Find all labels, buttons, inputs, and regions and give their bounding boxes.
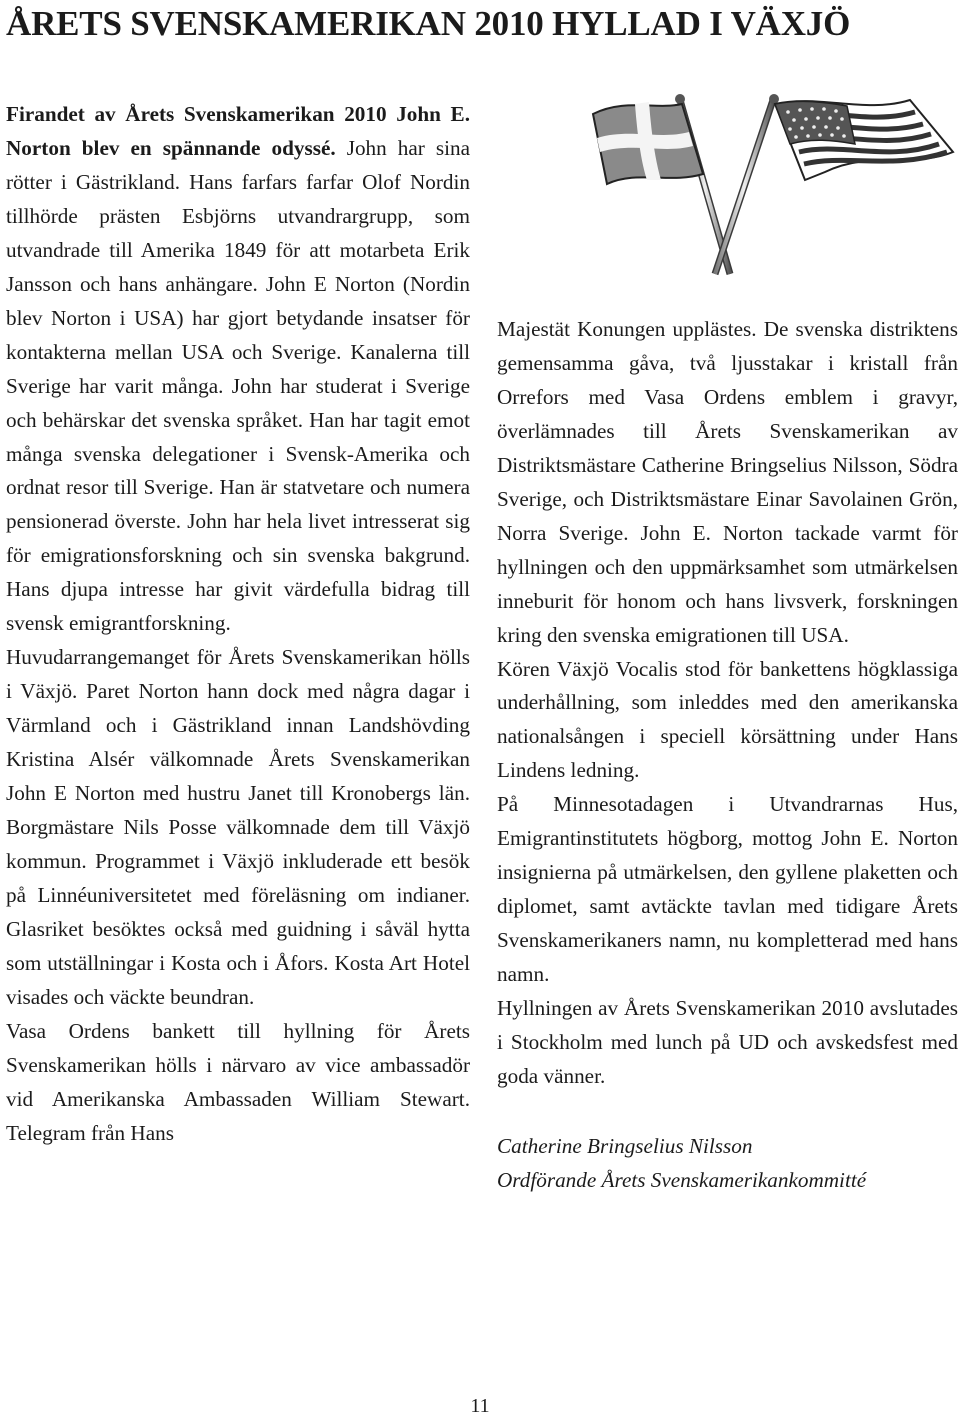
intro-lead-rest: John har sina rötter i Gästrikland. Hans farfars farfar Olof Nordin tillhörde prästen Esbjörns utvandrargrupp, som utvandrade till Amerika 1849 för att motarbeta Erik Jansson och hans anhängare. John E Norton (Nordin blev Norton i USA) har gjort betydande insatser för kontakterna mellan USA och Sverige. Kanalerna till Sverige har varit många. John har studerat i Sverige och behärskar det svenska språket. Han har tagit emot många svenska delegationer i Svensk-Amerika och ordnat resor till Sverige. Han är statvetare och numera pensionerad överste. John har hela livet intresserat sig för emigrationsforskning och sin svenska bakgrund. Hans djupa intresse har givit värdefulla bidrag till svensk emigrantforskning. <box>6 135 470 636</box>
body-paragraph-2: Huvudarrangemanget för Årets Svenskamerikan hölls i Växjö. Paret Norton hann dock med några dagar i Värmland och i Gästrikland innan Landshövding Kristina Alsér välkomnade Årets Svenskamerikan John E Norton med hustru Janet till Kronobergs län. Borgmästare Nils Posse välkomnade dem till Växjö kommun. Programmet i Växjö inkluderade ett besök på Linnéuniversitetet med föreläsning om indianer. Glasriket besöktes också med guidning i såväl hytta som utställningar i Kosta och i Åfors. Kosta Art Hotel visades och väckte beundran. <box>6 645 470 1009</box>
page-number: 11 <box>470 1395 490 1417</box>
us-flag-icon <box>775 100 953 180</box>
body-paragraph-5: Kören Växjö Vocalis stod för bankettens högklassiga underhållning, som inleddes med den amerikanska nationalsången i speciell körsättning under Hans Lindens ledning. <box>497 656 958 783</box>
body-paragraph-6: På Minnesotadagen i Utvandrarnas Hus, Emigrantinstitutets högborg, mottog John E. Norton insignierna på utmärkelsen, den gyllene plaketten och diplomet, samt avtäckte tavlan med tidigare Årets Svenskamerikaners namn, nu kompletterad med hans namn. <box>497 792 958 987</box>
signature-role: Ordförande Årets Svenskamerikankommitté <box>497 1167 867 1192</box>
crossed-flags-illustration <box>585 92 957 284</box>
body-paragraph-3: Vasa Ordens bankett till hyllning för Årets Svenskamerikan hölls i närvaro av vice ambassadör vid Amerikanska Ambassaden William Stewart. Telegram från Hans <box>6 1018 470 1145</box>
signature-name: Catherine Bringselius Nilsson <box>497 1133 753 1158</box>
signature-block <box>497 1130 958 1198</box>
body-paragraph-4: Majestät Konungen upplästes. De svenska distriktens gemensamma gåva, två ljusstakar i kristall från Orrefors med Vasa Ordens emblem i gravyr, överlämnades till Årets Svenskamerikan av Distriktsmästare Catherine Bringselius Nilsson, Södra Sverige, och Distriktsmästare Einar Savolainen Grön, Norra Sverige. John E. Norton tackade varmt för hyllningen och den uppmärksamhet som utmärkelsen inneburit för honom och hans livsverk, forskningen kring den svenska emigrationen till USA. <box>497 317 958 647</box>
flag-poles <box>675 94 779 274</box>
right-column <box>497 313 958 1198</box>
page-title: ÅRETS SVENSKAMERIKAN 2010 HYLLAD I VÄXJÖ <box>6 4 851 43</box>
intro-paragraph <box>6 98 470 641</box>
intro-lead-bold: Firandet av Årets Svenskamerikan 2010 John E. Norton blev en spännande odyssé. <box>6 102 470 160</box>
left-column <box>6 98 470 1151</box>
body-paragraph-7: Hyllningen av Årets Svenskamerikan 2010 avslutades i Stockholm med lunch på UD och avskedsfest med goda vänner. <box>497 996 958 1088</box>
